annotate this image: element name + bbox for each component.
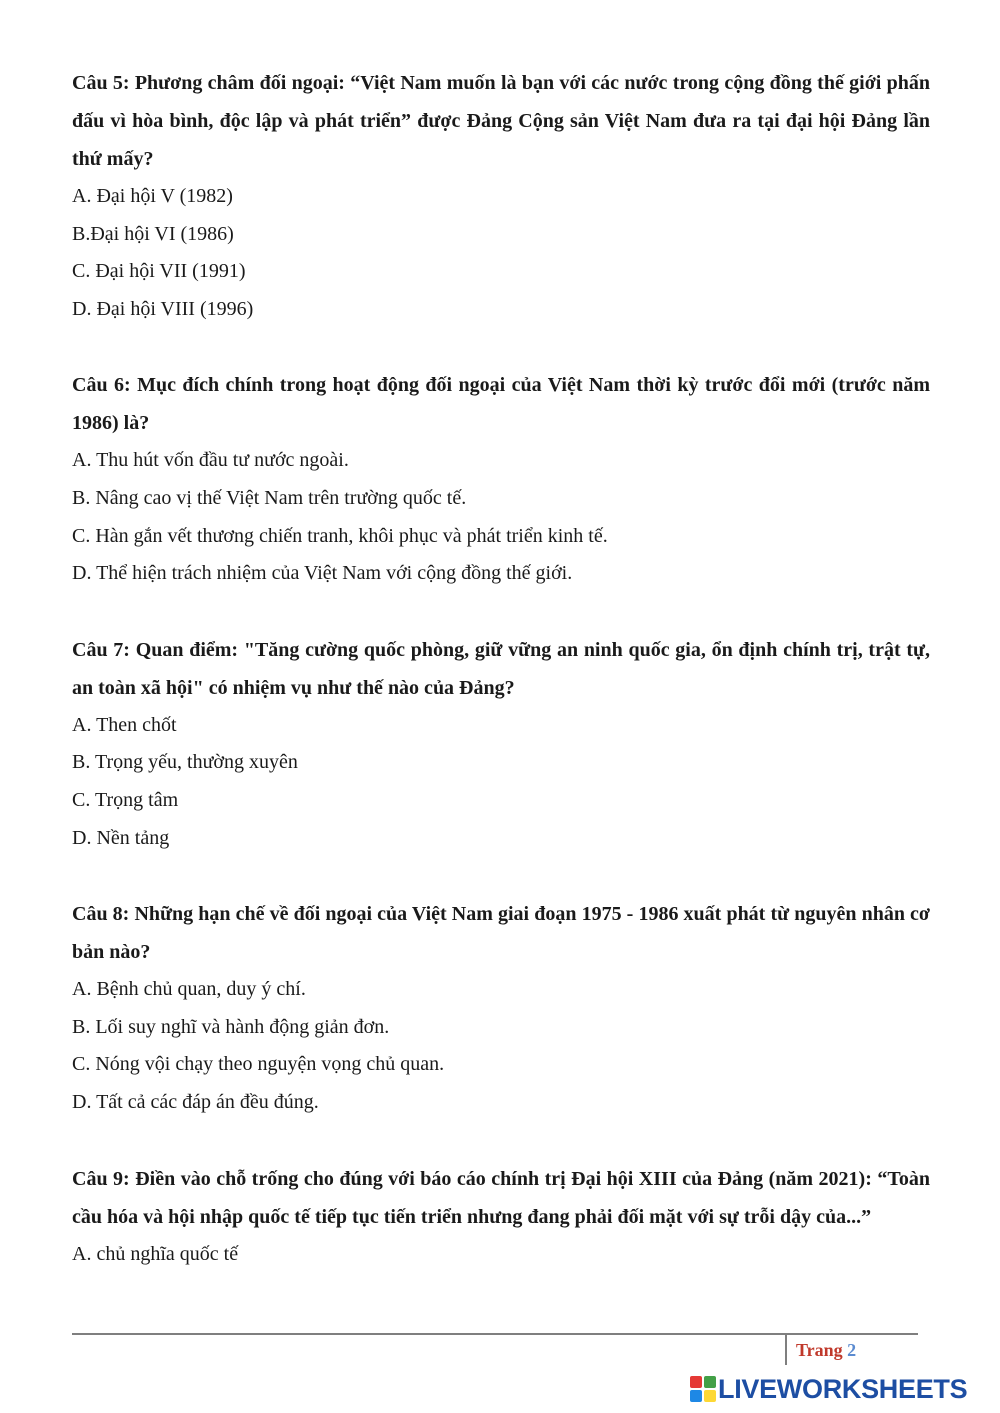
- page-label: Trang: [796, 1340, 843, 1360]
- answer-options: [72, 178, 930, 328]
- question-6: [72, 366, 930, 592]
- answer-option-b[interactable]: B. Lối suy nghĩ và hành động giản đơn.: [72, 1015, 390, 1038]
- question-text: [72, 631, 930, 707]
- answer-option-d[interactable]: D. Nền tảng: [72, 826, 170, 849]
- answer-option-a[interactable]: A. chủ nghĩa quốc tế: [72, 1242, 239, 1265]
- answer-options: [72, 971, 930, 1121]
- logo-square-yellow: [704, 1390, 716, 1402]
- question-text: [72, 366, 930, 442]
- answer-option-c[interactable]: C. Hàn gắn vết thương chiến tranh, khôi phục và phát triển kinh tế.: [72, 524, 608, 547]
- answer-option-a[interactable]: A. Đại hội V (1982): [72, 185, 233, 207]
- answer-option-b[interactable]: B.Đại hội VI (1986): [72, 222, 234, 245]
- liveworksheets-brand[interactable]: [690, 1374, 967, 1404]
- answer-option-d[interactable]: D. Tất cả các đáp án đều đúng.: [72, 1090, 319, 1113]
- answer-options: [72, 707, 930, 857]
- question-text: [72, 1160, 930, 1236]
- answer-option-c[interactable]: C. Trọng tâm: [72, 788, 179, 811]
- answer-option-b[interactable]: B. Nâng cao vị thế Việt Nam trên trường quốc tế.: [72, 486, 467, 509]
- page-number: [796, 1340, 856, 1361]
- answer-option-c[interactable]: C. Đại hội VII (1991): [72, 260, 246, 283]
- logo-square-red: [690, 1376, 702, 1388]
- question-7: [72, 631, 930, 857]
- question-label: Câu 8:: [72, 903, 130, 926]
- question-body: Quan điểm: "Tăng cường quốc phòng, giữ vững an ninh quốc gia, ổn định chính trị, trật tự, an toàn xã hội" có nhiệm vụ như thế nào của Đảng?: [72, 638, 931, 699]
- answer-option-d[interactable]: D. Đại hội VIII (1996): [72, 297, 254, 320]
- answer-option-a[interactable]: A. Bệnh chủ quan, duy ý chí.: [72, 978, 306, 1001]
- answer-option-b[interactable]: B. Trọng yếu, thường xuyên: [72, 751, 298, 774]
- logo-square-green: [704, 1376, 716, 1388]
- liveworksheets-logo-icon: [690, 1376, 716, 1402]
- answer-option-a[interactable]: A. Thu hút vốn đầu tư nước ngoài.: [72, 449, 349, 472]
- question-8: [72, 895, 930, 1121]
- question-label: Câu 6:: [72, 374, 131, 397]
- worksheet-page: [72, 64, 930, 1311]
- question-body: Điền vào chỗ trống cho đúng với báo cáo chính trị Đại hội XIII của Đảng (năm 2021): “Toàn cầu hóa và hội nhập quốc tế tiếp tục tiến triển nhưng đang phải đối mặt với sự trỗi dậy của...”: [72, 1167, 930, 1228]
- question-5: [72, 64, 930, 328]
- answer-option-c[interactable]: C. Nóng vội chạy theo nguyện vọng chủ quan.: [72, 1053, 445, 1076]
- question-label: Câu 9:: [72, 1167, 130, 1190]
- page-number-value: 2: [847, 1340, 857, 1360]
- question-body: Mục đích chính trong hoạt động đối ngoại của Việt Nam thời kỳ trước đổi mới (trước năm 1986) là?: [72, 374, 931, 435]
- brand-text: LIVEWORKSHEETS: [718, 1373, 968, 1404]
- logo-square-blue: [690, 1390, 702, 1402]
- answer-options: [72, 442, 930, 592]
- question-label: Câu 5:: [72, 72, 130, 94]
- question-text: [72, 64, 930, 178]
- answer-option-a[interactable]: A. Then chốt: [72, 713, 177, 736]
- footer-vertical-divider: [785, 1335, 787, 1365]
- question-body: Phương châm đối ngoại: “Việt Nam muốn là bạn với các nước trong cộng đồng thế giới phấn đấu vì hòa bình, độc lập và phát triển” được Đảng Cộng sản Việt Nam đưa ra tại đại hội Đảng lần thứ mấy?: [72, 72, 930, 170]
- question-text: [72, 895, 930, 971]
- question-label: Câu 7:: [72, 638, 130, 661]
- answer-option-d[interactable]: D. Thể hiện trách nhiệm của Việt Nam với cộng đồng thế giới.: [72, 562, 573, 585]
- question-body: Những hạn chế về đối ngoại của Việt Nam giai đoạn 1975 - 1986 xuất phát từ nguyên nhân cơ bản nào?: [72, 903, 931, 964]
- answer-options: [72, 1236, 930, 1274]
- question-9: [72, 1160, 930, 1274]
- footer-divider: [72, 1333, 918, 1335]
